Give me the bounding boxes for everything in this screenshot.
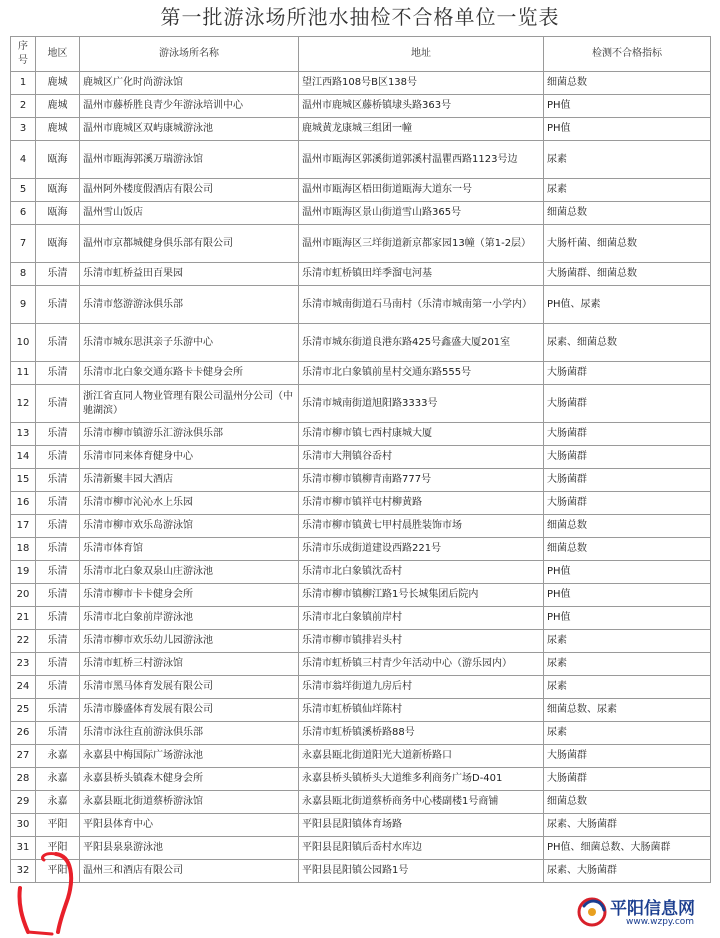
cell-index: 3 <box>11 118 36 141</box>
cell-address: 乐清市北白象镇前岸村 <box>299 607 544 630</box>
cell-region: 乐清 <box>36 722 80 745</box>
table-row <box>11 584 711 607</box>
cell-region: 永嘉 <box>36 768 80 791</box>
table-row <box>11 95 711 118</box>
watermark-url: www.wzpy.com <box>626 917 695 927</box>
cell-venue-name: 乐清市柳市镇游乐汇游泳俱乐部 <box>80 423 299 446</box>
cell-address: 平阳县昆阳镇公园路1号 <box>299 860 544 883</box>
header-failed-indicators: 检测不合格指标 <box>544 37 711 72</box>
cell-address: 永嘉县桥头镇桥头大道维多利商务广场D-401 <box>299 768 544 791</box>
cell-failed-indicators: 尿素 <box>544 179 711 202</box>
table-row <box>11 745 711 768</box>
cell-address: 温州市鹿城区藤桥镇埭头路363号 <box>299 95 544 118</box>
cell-venue-name: 温州市京都城健身俱乐部有限公司 <box>80 225 299 263</box>
cell-venue-name: 永嘉县中梅国际广场游泳池 <box>80 745 299 768</box>
cell-index: 1 <box>11 72 36 95</box>
cell-region: 乐清 <box>36 653 80 676</box>
cell-address: 乐清市柳市镇柳江路1号长城集团后院内 <box>299 584 544 607</box>
cell-index: 9 <box>11 286 36 324</box>
cell-venue-name: 温州三和酒店有限公司 <box>80 860 299 883</box>
cell-index: 4 <box>11 141 36 179</box>
table-row <box>11 814 711 837</box>
cell-index: 14 <box>11 446 36 469</box>
table-row <box>11 141 711 179</box>
cell-address: 乐清市柳市镇七西村康城大厦 <box>299 423 544 446</box>
cell-failed-indicators: 尿素、大肠菌群 <box>544 814 711 837</box>
table-row <box>11 538 711 561</box>
cell-region: 鹿城 <box>36 118 80 141</box>
cell-index: 29 <box>11 791 36 814</box>
cell-address: 平阳县昆阳镇后岙村水库边 <box>299 837 544 860</box>
cell-index: 10 <box>11 324 36 362</box>
cell-address: 乐清市北白象镇沈岙村 <box>299 561 544 584</box>
cell-address: 乐清市柳市镇黄七甲村晨胜装饰市场 <box>299 515 544 538</box>
cell-region: 乐清 <box>36 286 80 324</box>
cell-address: 乐清市虹桥镇仙垟陈村 <box>299 699 544 722</box>
cell-region: 乐清 <box>36 492 80 515</box>
table-row <box>11 179 711 202</box>
table-row <box>11 469 711 492</box>
cell-region: 乐清 <box>36 324 80 362</box>
cell-region: 乐清 <box>36 699 80 722</box>
cell-index: 31 <box>11 837 36 860</box>
cell-failed-indicators: 大肠菌群 <box>544 362 711 385</box>
cell-region: 乐清 <box>36 538 80 561</box>
watermark-name: 平阳信息网 <box>610 899 695 919</box>
cell-failed-indicators: 尿素 <box>544 676 711 699</box>
cell-venue-name: 乐清市虹桥益田百果园 <box>80 263 299 286</box>
cell-region: 平阳 <box>36 814 80 837</box>
table-row <box>11 286 711 324</box>
cell-index: 13 <box>11 423 36 446</box>
cell-index: 17 <box>11 515 36 538</box>
cell-failed-indicators: PH值、细菌总数、大肠菌群 <box>544 837 711 860</box>
table-row <box>11 446 711 469</box>
page-title: 第一批游泳场所池水抽检不合格单位一览表 <box>160 5 560 29</box>
cell-index: 8 <box>11 263 36 286</box>
table-body <box>11 72 711 883</box>
cell-failed-indicators: PH值 <box>544 95 711 118</box>
cell-address: 乐清市虹桥镇三村青少年活动中心（游乐园内） <box>299 653 544 676</box>
header-address: 地址 <box>299 37 544 72</box>
cell-address: 乐清市大荆镇谷岙村 <box>299 446 544 469</box>
cell-failed-indicators: 大肠菌群 <box>544 385 711 423</box>
cell-failed-indicators: 尿素 <box>544 722 711 745</box>
cell-failed-indicators: PH值 <box>544 607 711 630</box>
cell-index: 12 <box>11 385 36 423</box>
cell-failed-indicators: 大肠菌群、细菌总数 <box>544 263 711 286</box>
cell-address: 乐清市翁垟街道九房后村 <box>299 676 544 699</box>
cell-index: 5 <box>11 179 36 202</box>
cell-address: 温州市瓯海区郭溪街道郭溪村温瞿西路1123号边 <box>299 141 544 179</box>
cell-failed-indicators: 尿素 <box>544 653 711 676</box>
table-row <box>11 423 711 446</box>
cell-failed-indicators: 尿素、细菌总数 <box>544 324 711 362</box>
header-index: 序号 <box>11 37 36 72</box>
cell-venue-name: 乐清市北白象前岸游泳池 <box>80 607 299 630</box>
cell-venue-name: 乐清市柳市沁沁水上乐园 <box>80 492 299 515</box>
watermark-logo <box>574 890 714 936</box>
table-row <box>11 72 711 95</box>
cell-index: 30 <box>11 814 36 837</box>
cell-failed-indicators: 细菌总数 <box>544 791 711 814</box>
table-row <box>11 492 711 515</box>
table-row <box>11 630 711 653</box>
cell-region: 瓯海 <box>36 179 80 202</box>
cell-venue-name: 温州市藤桥胜良青少年游泳培训中心 <box>80 95 299 118</box>
cell-address: 望江西路108号B区138号 <box>299 72 544 95</box>
cell-venue-name: 乐清市同来体育健身中心 <box>80 446 299 469</box>
cell-region: 瓯海 <box>36 141 80 179</box>
cell-venue-name: 乐清市柳市欢乐幼儿园游泳池 <box>80 630 299 653</box>
cell-venue-name: 乐清市城东思淇亲子乐游中心 <box>80 324 299 362</box>
cell-venue-name: 乐清市悠游游泳俱乐部 <box>80 286 299 324</box>
cell-failed-indicators: PH值 <box>544 118 711 141</box>
cell-venue-name: 温州市瓯海郭溪万瑞游泳馆 <box>80 141 299 179</box>
cell-venue-name: 乐清市北白象双泉山庄游泳池 <box>80 561 299 584</box>
table-row <box>11 722 711 745</box>
cell-index: 19 <box>11 561 36 584</box>
table-row <box>11 676 711 699</box>
cell-address: 乐清市柳市镇祥屯村柳黄路 <box>299 492 544 515</box>
table-row <box>11 515 711 538</box>
cell-address: 乐清市虹桥镇田垟季溜屯河基 <box>299 263 544 286</box>
cell-failed-indicators: 大肠菌群 <box>544 423 711 446</box>
cell-index: 27 <box>11 745 36 768</box>
cell-address: 鹿城黄龙康城三组团一幢 <box>299 118 544 141</box>
cell-address: 温州市瓯海区梧田街道瓯海大道东一号 <box>299 179 544 202</box>
cell-index: 28 <box>11 768 36 791</box>
cell-index: 15 <box>11 469 36 492</box>
table-row <box>11 607 711 630</box>
cell-address: 乐清市北白象镇前星村交通东路555号 <box>299 362 544 385</box>
cell-index: 32 <box>11 860 36 883</box>
watermark-swirl-icon <box>574 892 610 928</box>
cell-region: 乐清 <box>36 630 80 653</box>
table-header-row <box>11 37 711 72</box>
cell-address: 乐清市柳市镇排岩头村 <box>299 630 544 653</box>
table-row <box>11 653 711 676</box>
cell-region: 鹿城 <box>36 95 80 118</box>
cell-failed-indicators: 尿素 <box>544 630 711 653</box>
cell-failed-indicators: 细菌总数 <box>544 515 711 538</box>
cell-index: 26 <box>11 722 36 745</box>
table-row <box>11 118 711 141</box>
cell-venue-name: 温州市鹿城区双屿康城游泳池 <box>80 118 299 141</box>
cell-venue-name: 鹿城区广化时尚游泳馆 <box>80 72 299 95</box>
table-row <box>11 791 711 814</box>
table-row <box>11 362 711 385</box>
table-row <box>11 561 711 584</box>
cell-failed-indicators: 尿素 <box>544 141 711 179</box>
cell-failed-indicators: 尿素、大肠菌群 <box>544 860 711 883</box>
cell-region: 乐清 <box>36 446 80 469</box>
cell-address: 永嘉县瓯北街道阳光大道新桥路口 <box>299 745 544 768</box>
cell-venue-name: 乐清市虹桥三村游泳馆 <box>80 653 299 676</box>
cell-index: 21 <box>11 607 36 630</box>
cell-failed-indicators: 大肠菌群 <box>544 768 711 791</box>
cell-region: 乐清 <box>36 423 80 446</box>
cell-venue-name: 永嘉县桥头镇森木健身会所 <box>80 768 299 791</box>
table-row <box>11 837 711 860</box>
cell-index: 7 <box>11 225 36 263</box>
cell-address: 乐清市城南街道旭阳路3333号 <box>299 385 544 423</box>
cell-region: 平阳 <box>36 837 80 860</box>
cell-failed-indicators: 大肠杆菌、细菌总数 <box>544 225 711 263</box>
cell-region: 瓯海 <box>36 225 80 263</box>
cell-region: 乐清 <box>36 676 80 699</box>
cell-region: 乐清 <box>36 607 80 630</box>
cell-failed-indicators: 大肠菌群 <box>544 745 711 768</box>
cell-venue-name: 乐清市泳往直前游泳俱乐部 <box>80 722 299 745</box>
cell-venue-name: 温州阿外楼度假酒店有限公司 <box>80 179 299 202</box>
cell-region: 永嘉 <box>36 745 80 768</box>
cell-index: 18 <box>11 538 36 561</box>
cell-venue-name: 乐清市北白象交通东路卡卡健身会所 <box>80 362 299 385</box>
table-row <box>11 202 711 225</box>
cell-region: 乐清 <box>36 362 80 385</box>
cell-index: 6 <box>11 202 36 225</box>
cell-failed-indicators: 细菌总数 <box>544 202 711 225</box>
cell-venue-name: 乐清市柳市欢乐岛游泳馆 <box>80 515 299 538</box>
results-table <box>10 36 711 883</box>
cell-venue-name: 乐清市体育馆 <box>80 538 299 561</box>
table-row <box>11 385 711 423</box>
cell-failed-indicators: 细菌总数、尿素 <box>544 699 711 722</box>
cell-venue-name: 乐清市滕盛体育发展有限公司 <box>80 699 299 722</box>
cell-region: 瓯海 <box>36 202 80 225</box>
cell-venue-name: 乐清市黑马体育发展有限公司 <box>80 676 299 699</box>
cell-address: 乐清市城东街道良港东路425号鑫盛大厦201室 <box>299 324 544 362</box>
cell-address: 乐清市虹桥镇溪桥路88号 <box>299 722 544 745</box>
cell-index: 22 <box>11 630 36 653</box>
cell-failed-indicators: 大肠菌群 <box>544 446 711 469</box>
cell-venue-name: 平阳县体育中心 <box>80 814 299 837</box>
cell-region: 鹿城 <box>36 72 80 95</box>
cell-index: 24 <box>11 676 36 699</box>
cell-venue-name: 平阳县泉泉游泳池 <box>80 837 299 860</box>
cell-region: 乐清 <box>36 561 80 584</box>
cell-venue-name: 浙江省直同人物业管理有限公司温州分公司（中驰湖滨） <box>80 385 299 423</box>
cell-address: 温州市瓯海区三垟街道新京都家园13幢（第1-2层） <box>299 225 544 263</box>
table-row <box>11 768 711 791</box>
table-row <box>11 860 711 883</box>
cell-address: 乐清市乐成街道建设西路221号 <box>299 538 544 561</box>
cell-failed-indicators: 大肠菌群 <box>544 469 711 492</box>
cell-venue-name: 乐清市柳市卡卡健身会所 <box>80 584 299 607</box>
cell-venue-name: 温州雪山饭店 <box>80 202 299 225</box>
cell-venue-name: 永嘉县瓯北街道蔡桥游泳馆 <box>80 791 299 814</box>
cell-index: 20 <box>11 584 36 607</box>
cell-index: 16 <box>11 492 36 515</box>
cell-failed-indicators: 细菌总数 <box>544 538 711 561</box>
cell-index: 2 <box>11 95 36 118</box>
cell-failed-indicators: PH值 <box>544 584 711 607</box>
cell-venue-name: 乐清新聚丰园大酒店 <box>80 469 299 492</box>
cell-address: 乐清市柳市镇柳青南路777号 <box>299 469 544 492</box>
cell-region: 乐清 <box>36 263 80 286</box>
cell-address: 温州市瓯海区景山街道雪山路365号 <box>299 202 544 225</box>
cell-failed-indicators: PH值 <box>544 561 711 584</box>
cell-region: 乐清 <box>36 584 80 607</box>
cell-failed-indicators: 大肠菌群 <box>544 492 711 515</box>
cell-index: 25 <box>11 699 36 722</box>
cell-index: 23 <box>11 653 36 676</box>
cell-failed-indicators: 细菌总数 <box>544 72 711 95</box>
cell-region: 乐清 <box>36 515 80 538</box>
cell-address: 永嘉县瓯北街道蔡桥商务中心楼副楼1号商铺 <box>299 791 544 814</box>
table-row <box>11 263 711 286</box>
cell-region: 乐清 <box>36 385 80 423</box>
table-row <box>11 225 711 263</box>
cell-failed-indicators: PH值、尿素 <box>544 286 711 324</box>
table-row <box>11 699 711 722</box>
cell-region: 平阳 <box>36 860 80 883</box>
cell-region: 乐清 <box>36 469 80 492</box>
cell-region: 永嘉 <box>36 791 80 814</box>
cell-address: 平阳县昆阳镇体育场路 <box>299 814 544 837</box>
table-row <box>11 324 711 362</box>
cell-address: 乐清市城南街道石马南村（乐清市城南第一小学内） <box>299 286 544 324</box>
header-venue-name: 游泳场所名称 <box>80 37 299 72</box>
cell-index: 11 <box>11 362 36 385</box>
header-region: 地区 <box>36 37 80 72</box>
